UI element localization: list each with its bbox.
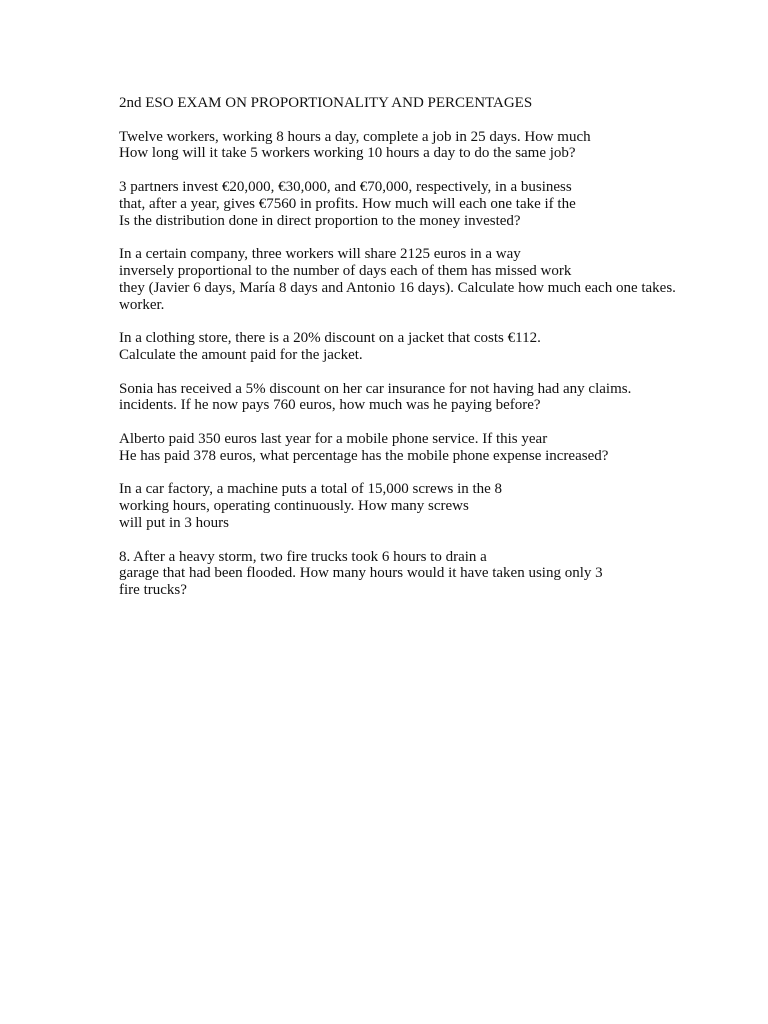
problem-line: How long will it take 5 workers working 10 hours a day to do the same job?	[119, 145, 576, 162]
exam-title: 2nd ESO EXAM ON PROPORTIONALITY AND PERCENTAGES	[119, 95, 533, 111]
exam-title-block	[119, 95, 739, 112]
problem-line: that, after a year, gives €7560 in profits. How much will each one take if the	[119, 195, 576, 212]
problem-line: Alberto paid 350 euros last year for a mobile phone service. If this year	[119, 430, 548, 447]
problem-line: In a clothing store, there is a 20% discount on a jacket that costs €112.	[119, 330, 541, 347]
problem-line: worker.	[119, 296, 165, 313]
problem-line: Sonia has received a 5% discount on her car insurance for not having had any claims.	[119, 380, 632, 397]
problem-line: garage that had been flooded. How many hours would it have taken using only 3	[119, 565, 603, 582]
problem-line: He has paid 378 euros, what percentage has the mobile phone expense increased?	[119, 447, 609, 464]
problem-6	[119, 431, 739, 465]
problem-line: working hours, operating continuously. How many screws	[119, 498, 469, 515]
problem-line: In a car factory, a machine puts a total of 15,000 screws in the 8	[119, 481, 503, 498]
problem-line: 3 partners invest €20,000, €30,000, and €70,000, respectively, in a business	[119, 178, 572, 195]
problem-line: In a certain company, three workers will share 2125 euros in a way	[119, 246, 521, 263]
problem-8	[119, 549, 739, 599]
problem-line: they (Javier 6 days, María 8 days and Antonio 16 days). Calculate how much each one takes.	[119, 279, 676, 296]
problem-2	[119, 179, 739, 229]
problem-line: Calculate the amount paid for the jacket.	[119, 346, 363, 363]
problem-3	[119, 246, 739, 313]
problem-line: will put in 3 hours	[119, 514, 230, 531]
problem-line: Is the distribution done in direct proportion to the money invested?	[119, 212, 521, 229]
problem-line: incidents. If he now pays 760 euros, how much was he paying before?	[119, 397, 541, 414]
problem-line: Twelve workers, working 8 hours a day, complete a job in 25 days. How much	[119, 128, 591, 145]
problem-1	[119, 129, 739, 163]
problem-7	[119, 481, 739, 531]
problem-4	[119, 330, 739, 364]
exam-document	[119, 95, 739, 616]
problem-line: fire trucks?	[119, 582, 187, 599]
problem-line: 8. After a heavy storm, two fire trucks took 6 hours to drain a	[119, 548, 487, 565]
problem-line: inversely proportional to the number of days each of them has missed work	[119, 262, 572, 279]
problem-5	[119, 381, 739, 415]
